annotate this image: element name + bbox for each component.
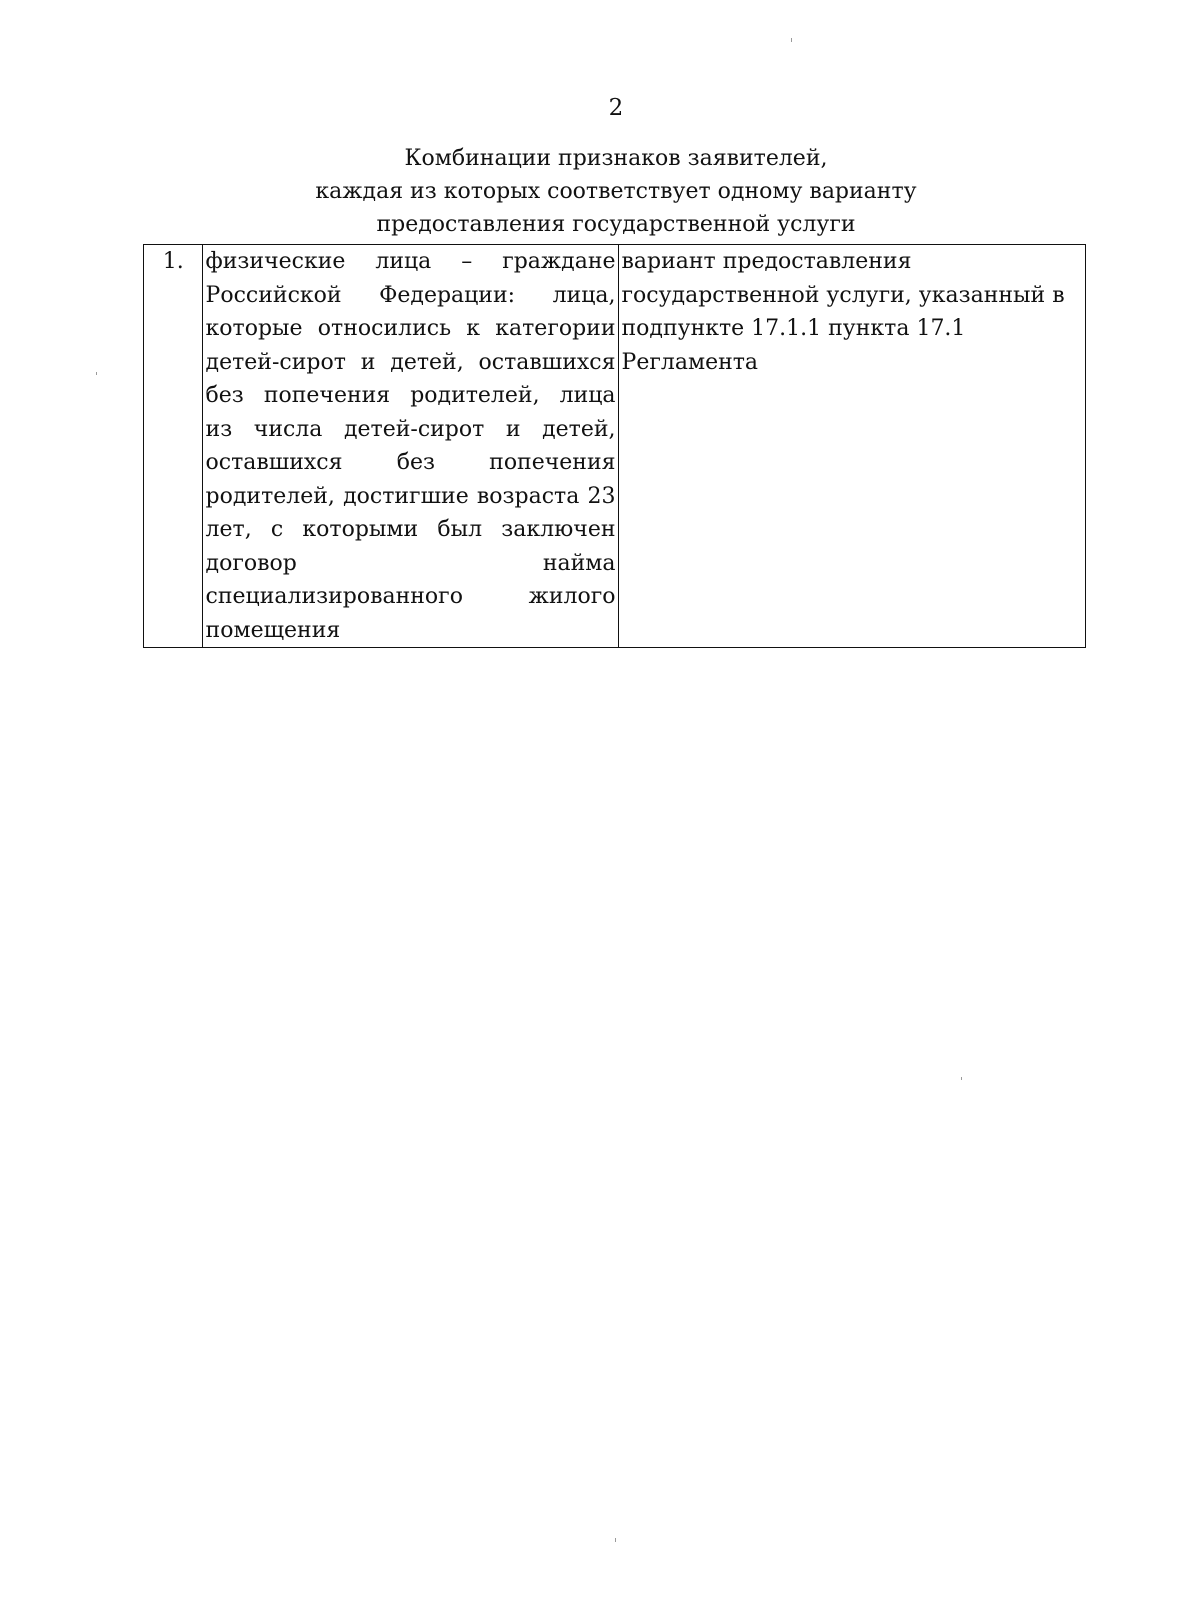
scan-artifact bbox=[961, 1077, 962, 1080]
service-variant-cell bbox=[618, 245, 1085, 648]
page-number: 2 bbox=[608, 95, 624, 121]
features-line: помещения bbox=[205, 617, 341, 643]
features-line: специализированного жилого bbox=[205, 584, 616, 609]
heading-line: Комбинации признаков заявителей, bbox=[404, 146, 828, 171]
features-line: Российской Федерации: лица, bbox=[205, 282, 616, 308]
features-line: без попечения родителей, лица bbox=[205, 383, 616, 408]
scan-artifact bbox=[615, 1538, 616, 1542]
features-line: которые относились к категории bbox=[205, 316, 616, 341]
features-line: из числа детей-сирот и детей, bbox=[205, 416, 616, 442]
applicant-variants-table bbox=[143, 244, 1086, 648]
variant-line: Регламента bbox=[621, 349, 759, 375]
variant-line: государственной услуги, указанный в bbox=[621, 282, 1065, 308]
row-number: 1. bbox=[162, 249, 184, 274]
features-line: физические лица – граждане bbox=[205, 249, 616, 274]
row-number-cell bbox=[144, 245, 203, 648]
table-row bbox=[144, 245, 1086, 648]
heading-line: предоставления государственной услуги bbox=[376, 212, 856, 237]
features-line: оставшихся без попечения bbox=[205, 450, 616, 475]
features-line: договор найма bbox=[205, 550, 616, 576]
variant-line: подпункте 17.1.1 пункта 17.1 bbox=[621, 316, 966, 341]
features-line: детей-сирот и детей, оставшихся bbox=[205, 349, 616, 375]
variant-line: вариант предоставления bbox=[621, 249, 912, 274]
features-line: лет, с которыми был заключен bbox=[205, 517, 616, 542]
features-line: родителей, достигшие возраста 23 bbox=[205, 483, 616, 509]
scan-artifact bbox=[791, 38, 792, 42]
document-heading bbox=[0, 142, 1200, 241]
applicant-features-cell bbox=[202, 245, 618, 648]
scan-artifact bbox=[96, 372, 97, 375]
heading-line: каждая из которых соответствует одному варианту bbox=[315, 179, 917, 204]
